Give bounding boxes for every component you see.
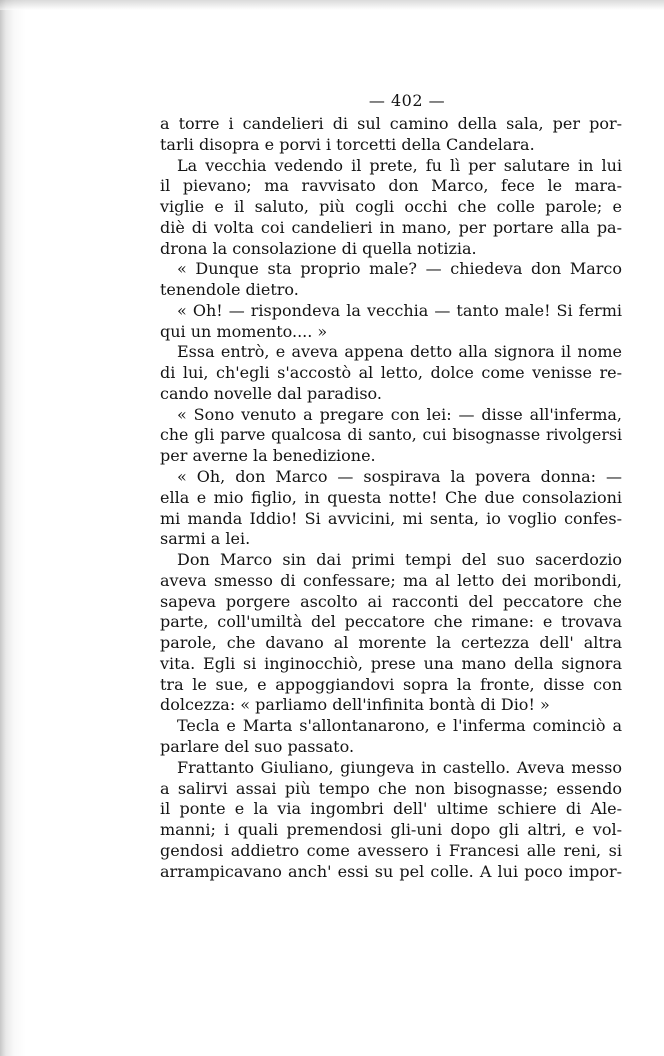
text-line: vita. Egli si inginocchiò, prese una mano della signora	[160, 653, 622, 673]
text-line: gendosi addietro come avessero i Francesi alle reni, si	[160, 840, 622, 860]
text-line: di lui, ch'egli s'accostò al letto, dolce come venisse re-	[160, 363, 622, 383]
body-text	[160, 114, 622, 882]
binding-shadow	[0, 0, 26, 1056]
text-line: « Oh, don Marco — sospirava la povera donna: —	[177, 467, 622, 487]
text-line: « Sono venuto a pregare con lei: — disse all'inferma,	[177, 404, 622, 424]
text-line: che gli parve qualcosa di santo, cui bisognasse rivolgersi	[160, 425, 622, 445]
text-line: cando novelle dal paradiso.	[160, 383, 382, 403]
text-line: Don Marco sin dai primi tempi del suo sacerdozio	[177, 550, 622, 570]
text-line: La vecchia vedendo il prete, fu lì per salutare in lui	[177, 155, 622, 175]
text-line: il pievano; ma ravvisato don Marco, fece le mara-	[160, 176, 622, 196]
text-line: ella e mio figlio, in questa notte! Che due consolazioni	[160, 487, 622, 507]
text-line: sapeva porgere ascolto ai racconti del peccatore che	[160, 591, 622, 611]
text-line: drona la consolazione di quella notizia.	[160, 238, 477, 258]
text-line: diè di volta coi candelieri in mano, per portare alla pa-	[160, 217, 622, 237]
text-line: « Oh! — rispondeva la vecchia — tanto male! Si fermi	[177, 300, 622, 320]
text-line: dolcezza: « parliamo dell'infinita bontà di Dio! »	[160, 695, 550, 715]
text-line: parole, che davano al morente la certezza dell' altra	[160, 633, 622, 653]
text-line: a torre i candelieri di sul camino della sala, per por-	[160, 114, 622, 133]
text-line: a salirvi assai più tempo che non bisognasse; essendo	[160, 778, 622, 798]
top-edge-shadow	[0, 0, 664, 10]
page-number: — 402 —	[368, 91, 446, 110]
text-line: viglie e il saluto, più cogli occhi che colle parole; e	[160, 197, 622, 217]
text-line: tenendole dietro.	[160, 280, 299, 300]
text-line: sarmi a lei.	[160, 529, 251, 549]
text-line: Frattanto Giuliano, giungeva in castello. Aveva messo	[177, 757, 622, 777]
text-line: arrampicavano anch' essi su pel colle. A lui poco impor-	[160, 861, 622, 881]
text-line: qui un momento.... »	[160, 321, 328, 341]
text-line: per averne la benedizione.	[160, 446, 376, 466]
text-line: aveva smesso di confessare; ma al letto dei moribondi,	[160, 570, 622, 590]
text-line: parte, coll'umiltà del peccatore che rimane: e trovava	[160, 612, 622, 632]
text-line: « Dunque sta proprio male? — chiedeva don Marco	[177, 259, 622, 279]
text-line: tra le sue, e appoggiandovi sopra la fronte, disse con	[160, 674, 622, 694]
text-line: il ponte e la via ingombri dell' ultime schiere di Ale-	[160, 799, 622, 819]
text-line: Tecla e Marta s'allontanarono, e l'inferma cominciò a	[177, 716, 622, 736]
text-line: manni; i quali premendosi gli-uni dopo gli altri, e vol-	[160, 820, 622, 840]
text-line: parlare del suo passato.	[160, 736, 355, 756]
text-line: tarli disopra e porvi i torcetti della Candelara.	[160, 134, 535, 154]
text-line: Essa entrò, e aveva appena detto alla signora il nome	[177, 342, 622, 362]
text-line: mi manda Iddio! Si avvicini, mi senta, io voglio confes-	[160, 508, 622, 528]
